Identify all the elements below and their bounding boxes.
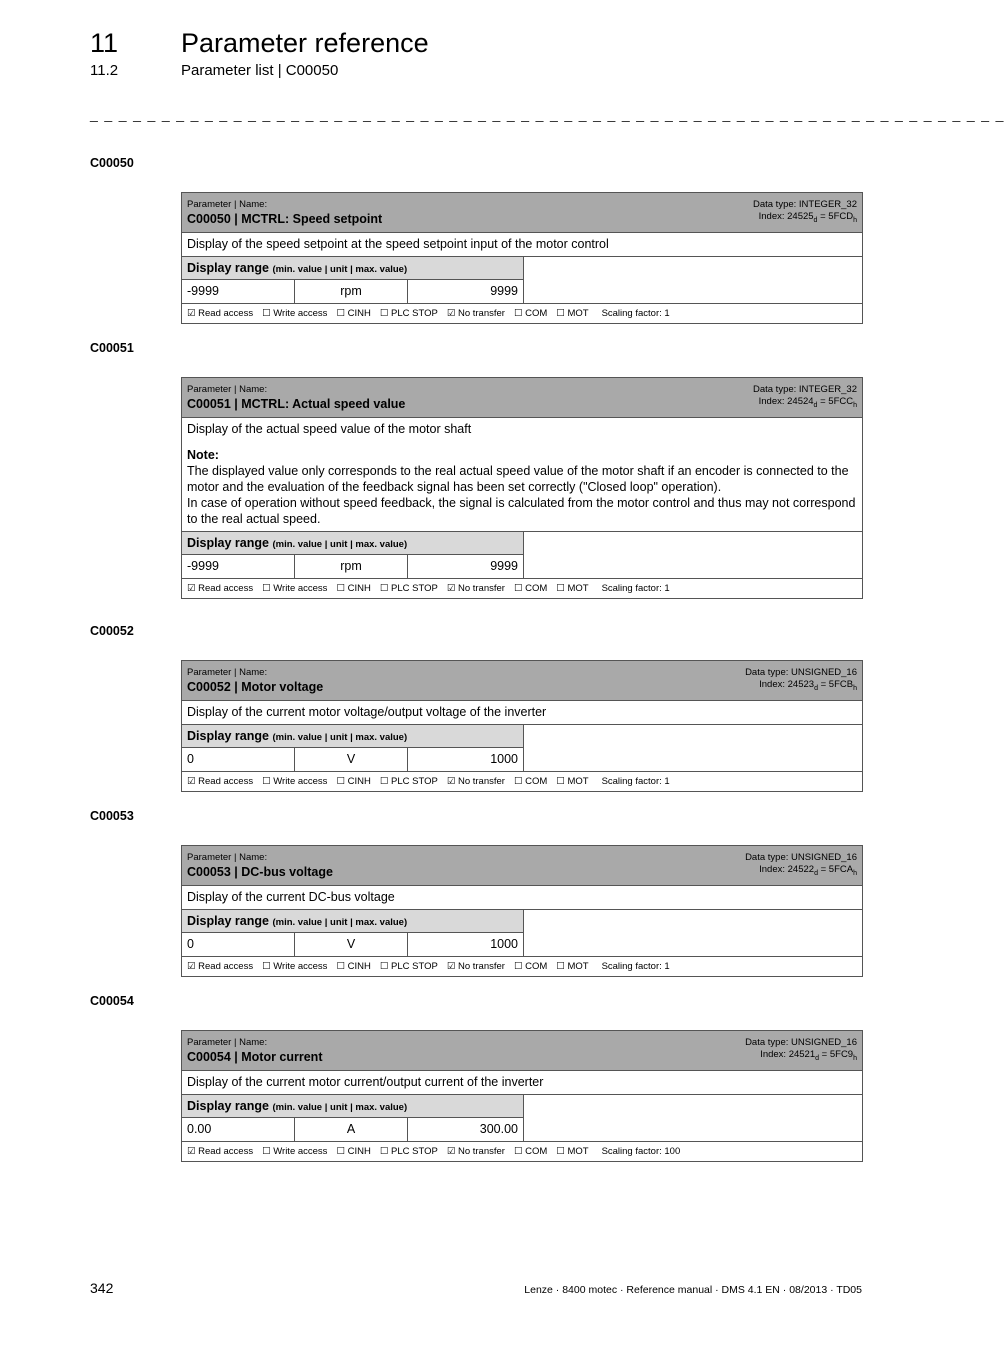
section-number: 11.2: [90, 62, 119, 79]
range-max: 300.00: [479, 1122, 518, 1136]
note-text-2: In case of operation without speed feedback, the signal is calculated from the motor control and thus may not correspond to the real actual speed.: [187, 496, 856, 526]
param-index: Index: $24522_d = 5FCA_h$: [759, 864, 857, 877]
display-range-header: Display range (min. value | unit | max. value): [182, 725, 523, 748]
access-flags: ☑ Read access ☐ Write access ☐ CINH ☐ PLC STOP ☑ No transfer ☐ COM ☐ MOT Scaling factor: 1: [187, 776, 670, 787]
scaling-factor: Scaling factor: 1: [601, 776, 670, 787]
access-flags: ☑ Read access ☐ Write access ☐ CINH ☐ PLC STOP ☑ No transfer ☐ COM ☐ MOT Scaling factor: 1: [187, 583, 670, 594]
chapter-number: 11: [90, 28, 119, 58]
range-unit: rpm: [295, 555, 408, 578]
param-heading-c00053: C00053: [90, 809, 134, 823]
param-name: C00051 | MCTRL: Actual speed value: [187, 397, 406, 411]
page-number: 342: [90, 1280, 114, 1296]
range-unit: V: [295, 933, 408, 956]
section-title: Parameter list | C00050: [181, 62, 339, 79]
param-index: Index: $24525_d = 5FCD_h$: [758, 211, 857, 224]
scaling-factor: Scaling factor: 100: [601, 1146, 681, 1157]
range-max: 1000: [490, 937, 518, 951]
range-unit: rpm: [295, 280, 408, 303]
range-min: -9999: [182, 555, 295, 578]
param-table-c00052: [181, 660, 863, 792]
range-min: 0: [182, 933, 295, 956]
scaling-factor: Scaling factor: 1: [601, 961, 670, 972]
range-max: 1000: [490, 752, 518, 766]
access-flags: ☑ Read access ☐ Write access ☐ CINH ☐ PLC STOP ☑ No transfer ☐ COM ☐ MOT Scaling factor: 100: [187, 1146, 681, 1157]
param-index: Index: $24524_d = 5FCC_h$: [758, 396, 857, 409]
param-description: Display of the actual speed value of the motor shaft Note: The displayed value only corresponds to the real actual speed value of the motor shaft if an encoder is connected to the motor and the evaluation of the feedback signal has been set correctly ("Closed loop" operation). In case of operation without speed feedback, the signal is calculated from the motor control and thus may not correspond to the real actual speed.: [182, 418, 863, 532]
range-max: 9999: [490, 559, 518, 573]
display-range-header: Display range (min. value | unit | max. value): [182, 532, 523, 555]
param-index: Index: $24521_d = 5FC9_h$: [760, 1049, 857, 1062]
param-index: Index: $24523_d = 5FCB_h$: [759, 679, 857, 692]
range-max: 9999: [490, 284, 518, 298]
range-min: 0.00: [182, 1118, 295, 1141]
note-text-1: The displayed value only corresponds to the real actual speed value of the motor shaft if an encoder is connected to the motor and the evaluation of the feedback signal has been set correctly ("Closed loop" operation).: [187, 464, 849, 494]
param-heading-c00050: C00050: [90, 156, 134, 170]
param-heading-c00052: C00052: [90, 624, 134, 638]
param-label: Parameter | Name:: [187, 384, 268, 395]
scaling-factor: Scaling factor: 1: [601, 583, 670, 594]
display-range: [182, 257, 862, 304]
param-table-c00054: [181, 1030, 863, 1162]
data-type: Data type: INTEGER_32: [752, 199, 857, 210]
param-heading-c00054: C00054: [90, 994, 134, 1008]
param-label: Parameter | Name:: [187, 667, 268, 678]
param-label: Parameter | Name:: [187, 199, 268, 210]
param-heading-c00051: C00051: [90, 341, 134, 355]
param-description: Display of the current DC-bus voltage: [182, 886, 863, 910]
display-range-header: Display range (min. value | unit | max. value): [182, 910, 523, 933]
header-divider: _ _ _ _ _ _ _ _ _ _ _ _ _ _ _ _ _ _ _ _ _ _ _ _ _ _ _ _ _ _ _ _ _ _ _ _ _ _ _ _ _ _ _ _ _ _ _ _ _ _ _ _ _ _ _ _ _ _ _ _ _ _ _ _: [90, 106, 1005, 122]
param-name: C00054 | Motor current: [187, 1050, 323, 1064]
param-label: Parameter | Name:: [187, 852, 268, 863]
access-flags: ☑ Read access ☐ Write access ☐ CINH ☐ PLC STOP ☑ No transfer ☐ COM ☐ MOT Scaling factor: 1: [187, 308, 670, 319]
display-range: [182, 1095, 862, 1142]
doc-info: Lenze · 8400 motec · Reference manual · DMS 4.1 EN · 08/2013 · TD05: [524, 1284, 862, 1296]
data-type: Data type: UNSIGNED_16: [745, 852, 857, 863]
param-description: Display of the current motor voltage/output voltage of the inverter: [182, 701, 863, 725]
data-type: Data type: UNSIGNED_16: [745, 667, 857, 678]
param-table-c00050: [181, 192, 863, 324]
range-min: 0: [182, 748, 295, 771]
access-flags: ☑ Read access ☐ Write access ☐ CINH ☐ PLC STOP ☑ No transfer ☐ COM ☐ MOT Scaling factor: 1: [187, 961, 670, 972]
param-table-c00053: [181, 845, 863, 977]
chapter-title: Parameter reference: [181, 28, 429, 58]
param-name: C00052 | Motor voltage: [187, 680, 324, 694]
param-table-c00051: [181, 377, 863, 599]
range-unit: V: [295, 748, 408, 771]
range-unit: A: [295, 1118, 408, 1141]
param-name: C00050 | MCTRL: Speed setpoint: [187, 212, 383, 226]
display-range: [182, 725, 862, 772]
param-description: Display of the current motor current/output current of the inverter: [182, 1071, 863, 1095]
display-range-header: Display range (min. value | unit | max. value): [182, 257, 523, 280]
param-label: Parameter | Name:: [187, 1037, 268, 1048]
display-range-header: Display range (min. value | unit | max. value): [182, 1095, 523, 1118]
display-range: [182, 910, 862, 957]
data-type: Data type: INTEGER_32: [752, 384, 857, 395]
note-label: Note:: [187, 448, 219, 462]
display-range: [182, 532, 862, 579]
range-min: -9999: [182, 280, 295, 303]
param-description: Display of the speed setpoint at the speed setpoint input of the motor control: [182, 233, 863, 257]
param-name: C00053 | DC-bus voltage: [187, 865, 333, 879]
scaling-factor: Scaling factor: 1: [601, 308, 670, 319]
data-type: Data type: UNSIGNED_16: [745, 1037, 857, 1048]
